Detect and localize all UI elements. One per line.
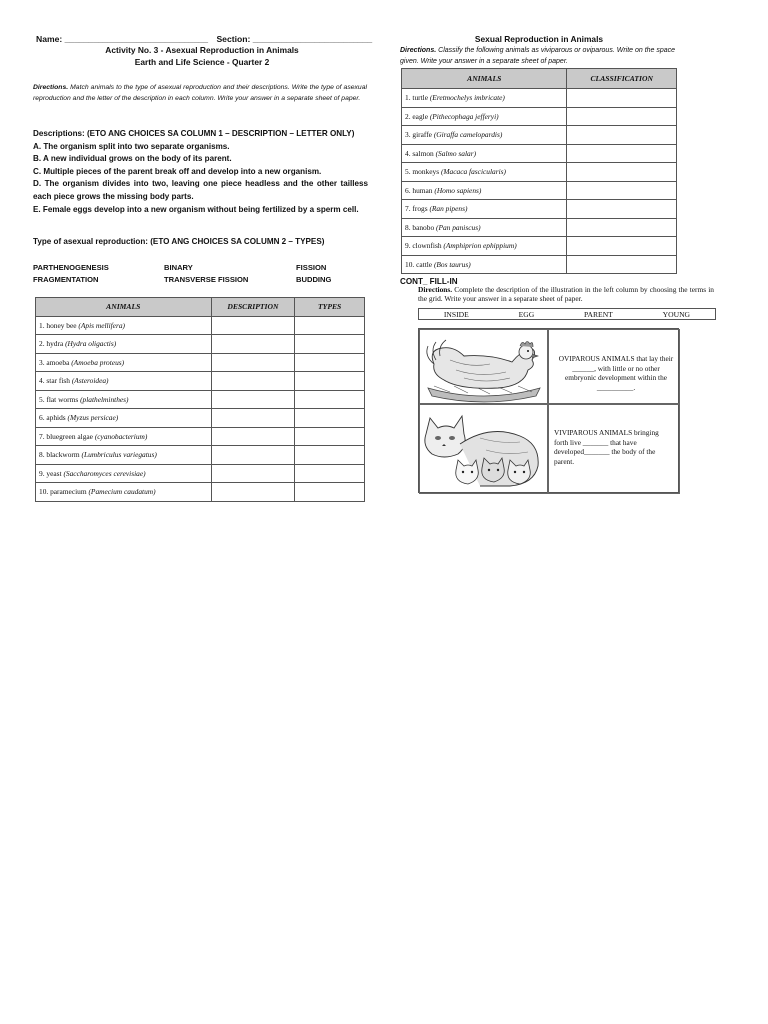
- animal-scientific-name: (Pamecium caudatum): [88, 487, 156, 497]
- animal-cell: [36, 316, 212, 335]
- name-field-label[interactable]: Name: ______________________________: [36, 34, 209, 44]
- animal-common-name: 6. aphids: [39, 413, 68, 423]
- table-row: [402, 163, 677, 182]
- animal-common-name: 8. blackworm: [39, 450, 82, 460]
- animal-cell: [402, 255, 567, 274]
- classification-answer-cell[interactable]: [567, 200, 677, 219]
- description-answer-cell[interactable]: [211, 427, 295, 446]
- word-inside: INSIDE: [443, 309, 469, 319]
- classification-answer-cell[interactable]: [567, 218, 677, 237]
- animal-scientific-name: (Macaca fascicularis): [440, 167, 506, 177]
- description-a: A. The organism split into two separate organisms.: [33, 141, 230, 151]
- description-answer-cell[interactable]: [211, 316, 295, 335]
- type-budding: BUDDING: [296, 275, 332, 284]
- animal-common-name: 5. flat worms: [39, 394, 81, 404]
- type-transverse-fission: TRANSVERSE FISSION: [164, 275, 249, 284]
- animal-cell: [36, 427, 212, 446]
- table-header-row: [36, 298, 365, 317]
- animal-scientific-name: (Apis mellifera): [78, 320, 125, 330]
- description-c: C. Multiple pieces of the parent break off and develop into a new organism.: [33, 166, 322, 176]
- animal-scientific-name: (Saccharomyces cerevisiae): [63, 468, 146, 478]
- animal-scientific-name: (Giraffa camelopardis): [433, 130, 503, 140]
- description-answer-cell[interactable]: [211, 335, 295, 354]
- right-directions: [400, 45, 678, 67]
- animal-cell: [402, 126, 567, 145]
- table-row: [402, 200, 677, 219]
- animal-common-name: 9. yeast: [39, 468, 64, 478]
- table-row: [402, 218, 677, 237]
- fill-in-heading: CONT_ FILL-IN: [400, 277, 458, 286]
- header-animals: ANIMALS: [36, 298, 212, 317]
- name-section-line: [36, 34, 373, 44]
- animal-scientific-name: (Eretmochelys imbricate): [429, 93, 505, 103]
- animal-scientific-name: (Lumbriculus variegatus): [81, 450, 157, 460]
- animal-scientific-name: (Pithecophaga jefferyi): [429, 111, 499, 121]
- animal-scientific-name: (Amphiprion ephippium): [443, 241, 517, 251]
- animal-common-name: 4. salmon: [405, 148, 436, 158]
- table-row: [36, 427, 365, 446]
- table-row: [402, 107, 677, 126]
- animal-cell: [36, 483, 212, 502]
- cat-illustration-cell: [419, 403, 549, 494]
- type-fragmentation: FRAGMENTATION: [33, 275, 99, 284]
- classification-answer-cell[interactable]: [567, 107, 677, 126]
- animal-cell: [36, 372, 212, 391]
- table-row: [36, 464, 365, 483]
- classification-answer-cell[interactable]: [567, 144, 677, 163]
- animal-common-name: 8. banobo: [405, 222, 436, 232]
- animal-scientific-name: (Homo sapiens): [434, 185, 482, 195]
- asexual-table: [35, 297, 365, 502]
- classification-answer-cell[interactable]: [567, 89, 677, 108]
- table-row: [36, 372, 365, 391]
- animal-scientific-name: (plathelminthes): [80, 394, 129, 404]
- hen-illustration: [420, 330, 548, 404]
- animal-cell: [36, 390, 212, 409]
- description-answer-cell[interactable]: [211, 446, 295, 465]
- animal-common-name: 6. human: [405, 185, 435, 195]
- hen-illustration-cell: [419, 329, 549, 405]
- types-answer-cell[interactable]: [295, 353, 365, 372]
- animal-scientific-name: (Myzus persicae): [67, 413, 119, 423]
- fill-in-directions-text: Complete the description of the illustration in the left column by choosing the terms in the grid. Write your answer in a separate sheet of paper.: [418, 285, 714, 303]
- animal-cell: [402, 218, 567, 237]
- animal-cell: [36, 446, 212, 465]
- animal-cell: [36, 409, 212, 428]
- table-row: [36, 390, 365, 409]
- viviparous-text-cell: [547, 403, 680, 494]
- table-header-row: [402, 69, 677, 89]
- types-answer-cell[interactable]: [295, 446, 365, 465]
- illustration-grid: [418, 328, 679, 493]
- word-young: YOUNG: [662, 309, 691, 319]
- table-row: [36, 316, 365, 335]
- types-answer-cell[interactable]: [295, 427, 365, 446]
- animal-scientific-name: (Pan paniscus): [436, 222, 481, 232]
- fill-in-directions-label: Directions.: [418, 285, 453, 294]
- subject-title: Earth and Life Science - Quarter 2: [134, 57, 270, 67]
- types-answer-cell[interactable]: [295, 464, 365, 483]
- animal-common-name: 7. bluegreen algae: [39, 431, 95, 441]
- animal-cell: [402, 107, 567, 126]
- animal-scientific-name: (Salmo salar): [435, 148, 477, 158]
- animal-common-name: 2. eagle: [405, 111, 430, 121]
- animal-cell: [36, 464, 212, 483]
- animal-common-name: 10. paramecium: [39, 487, 89, 497]
- animal-common-name: 3. amoeba: [39, 357, 72, 367]
- types-answer-cell[interactable]: [295, 483, 365, 502]
- table-row: [402, 126, 677, 145]
- table-row: [402, 144, 677, 163]
- description-answer-cell[interactable]: [211, 372, 295, 391]
- description-answer-cell[interactable]: [211, 353, 295, 372]
- description-answer-cell[interactable]: [211, 464, 295, 483]
- animal-cell: [36, 335, 212, 354]
- oviparous-description: OVIPAROUS ANIMALS that lay their ______, with little or no other embryonic development within the __________.: [558, 354, 674, 392]
- classification-answer-cell[interactable]: [567, 181, 677, 200]
- table-row: [36, 335, 365, 354]
- classification-answer-cell[interactable]: [567, 126, 677, 145]
- animal-scientific-name: (Hydra oligactis): [65, 339, 117, 349]
- animal-common-name: 2. hydra: [39, 339, 66, 349]
- animal-cell: [402, 144, 567, 163]
- table-row: [402, 237, 677, 256]
- animal-cell: [36, 353, 212, 372]
- oviparous-text-cell: [547, 329, 680, 405]
- fill-in-directions: [418, 285, 714, 303]
- description-d: D. The organism divides into two, leaving one piece headless and the other tailless each piece grows the missing body parts.: [33, 179, 368, 201]
- right-directions-text: Classify the following animals as viviparous or oviparous. Write on the space given. Write your answer in a separate sheet of paper.: [400, 47, 676, 65]
- classification-table: [401, 68, 677, 274]
- animal-cell: [402, 89, 567, 108]
- descriptions-heading: Descriptions: (ETO ANG CHOICES SA COLUMN 1 – DESCRIPTION – LETTER ONLY): [33, 129, 355, 138]
- animal-common-name: 1. turtle: [405, 93, 430, 103]
- animal-common-name: 4. star fish: [39, 376, 72, 386]
- animal-common-name: 3. giraffe: [405, 130, 434, 140]
- description-answer-cell[interactable]: [211, 483, 295, 502]
- animal-cell: [402, 163, 567, 182]
- animal-common-name: 7. frogs: [405, 204, 430, 214]
- table-row: [36, 483, 365, 502]
- table-row: [402, 255, 677, 274]
- viviparous-description: VIVIPAROUS ANIMALS bringing forth live _______ that have developed_______ the body of the parent.: [554, 428, 659, 466]
- sexual-reproduction-title: Sexual Reproduction in Animals: [474, 34, 604, 44]
- table-row: [36, 409, 365, 428]
- animal-cell: [402, 181, 567, 200]
- animal-scientific-name: (Asteroidea): [71, 376, 109, 386]
- activity-title: Activity No. 3 - Asexual Reproduction in Animals: [105, 45, 299, 55]
- description-b: B. A new individual grows on the body of its parent.: [33, 154, 232, 164]
- animal-cell: [402, 200, 567, 219]
- header-animals: ANIMALS: [402, 69, 567, 89]
- header-types: TYPES: [295, 298, 365, 317]
- header-classification: CLASSIFICATION: [567, 69, 677, 89]
- animal-scientific-name: (Bos taurus): [433, 259, 471, 269]
- word-choice-grid: [418, 308, 716, 320]
- animal-scientific-name: (cyanobacterium): [94, 431, 148, 441]
- descriptions-block: [33, 128, 368, 216]
- types-answer-cell[interactable]: [295, 335, 365, 354]
- animal-common-name: 5. monkeys: [405, 167, 441, 177]
- cat-illustration: [420, 404, 548, 493]
- types-answer-cell[interactable]: [295, 390, 365, 409]
- animal-common-name: 1. honey bee: [39, 320, 79, 330]
- animal-scientific-name: (Amoeba proteus): [71, 357, 125, 367]
- classification-answer-cell[interactable]: [567, 237, 677, 256]
- animal-common-name: 10. cattle: [405, 259, 434, 269]
- section-field-label[interactable]: Section: _________________________: [216, 34, 373, 44]
- animal-scientific-name: (Ran pipens): [429, 204, 468, 214]
- description-e: E. Female eggs develop into a new organism without being fertilized by a sperm cell.: [33, 204, 359, 214]
- types-answer-cell[interactable]: [295, 316, 365, 335]
- types-answer-cell[interactable]: [295, 409, 365, 428]
- left-directions-label: Directions.: [33, 84, 69, 91]
- table-row: [402, 89, 677, 108]
- animal-common-name: 9. clownfish: [405, 241, 444, 251]
- description-answer-cell[interactable]: [211, 390, 295, 409]
- header-description: DESCRIPTION: [211, 298, 295, 317]
- table-row: [36, 353, 365, 372]
- word-egg: EGG: [518, 309, 535, 319]
- description-answer-cell[interactable]: [211, 409, 295, 428]
- classification-answer-cell[interactable]: [567, 255, 677, 274]
- type-fission: FISSION: [296, 263, 327, 272]
- classification-answer-cell[interactable]: [567, 163, 677, 182]
- type-parthenogenesis: PARTHENOGENESIS: [33, 263, 109, 272]
- types-heading: Type of asexual reproduction: (ETO ANG CHOICES SA COLUMN 2 – TYPES): [33, 237, 325, 246]
- table-row: [36, 446, 365, 465]
- table-row: [402, 181, 677, 200]
- right-directions-label: Directions.: [400, 47, 437, 54]
- animal-cell: [402, 237, 567, 256]
- types-answer-cell[interactable]: [295, 372, 365, 391]
- left-directions: [33, 82, 367, 104]
- type-binary: BINARY: [164, 263, 193, 272]
- word-parent: PARENT: [583, 309, 613, 319]
- left-directions-text: Match animals to the type of asexual reproduction and their descriptions. Write the type of asexual reproduction and the letter of the description in each column. Write your answer in a separate sheet of paper.: [33, 84, 367, 102]
